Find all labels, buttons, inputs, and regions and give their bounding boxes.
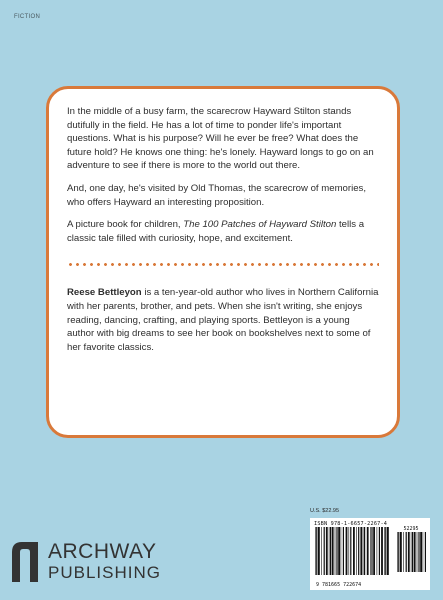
barcode-bar <box>371 527 372 575</box>
author-bio <box>67 286 379 354</box>
barcode-bar <box>364 527 365 575</box>
ean-barcode <box>314 527 390 581</box>
barcode-bar <box>379 527 380 575</box>
genre-label: FICTION <box>14 14 41 20</box>
barcode-bar <box>414 532 416 572</box>
blurb-paragraph-1: In the middle of a busy farm, the scarecrow Hayward Stilton stands dutifully in the field. He has a lot of time to ponder life's important questions. What is his purpose? Will he ever be free? What does the future hold? He knows one thing: he's lonely. Hayward longs to go on an adventure to see if there is more to the world out there. <box>67 106 374 172</box>
barcode-bar <box>411 532 412 572</box>
barcode-bar <box>377 527 378 575</box>
dotted-divider <box>67 263 379 266</box>
barcode-bar <box>326 527 328 575</box>
barcode-bar <box>324 527 325 575</box>
publisher-logo <box>10 540 161 582</box>
barcode-bar <box>358 527 359 575</box>
barcode-bar <box>400 532 402 572</box>
blurb-paragraph-2: And, one day, he's visited by Old Thomas, the scarecrow of memories, who offers Hayward an interesting proposition. <box>67 182 367 208</box>
barcode-bar <box>343 527 344 575</box>
barcode-bar <box>316 527 317 575</box>
barcode-bar <box>360 527 362 575</box>
barcode-bar <box>353 527 355 575</box>
publisher-name-line1: ARCHWAY <box>48 540 157 563</box>
blurb-p3-before: A picture book for children, <box>67 219 184 231</box>
barcode-bar <box>406 532 407 572</box>
price-label: U.S. $22.95 <box>310 508 340 514</box>
barcode-bar <box>420 532 422 572</box>
barcode-area <box>310 508 430 590</box>
barcode-bar <box>341 527 342 575</box>
barcode-bar <box>384 527 385 575</box>
blurb-p3-after: tells a classic tale filled with curiosity, hope, and excitement. <box>67 219 365 244</box>
barcode-bar <box>346 527 348 575</box>
blurb-card <box>46 86 400 438</box>
barcode-bar <box>373 527 375 575</box>
barcode-bar <box>335 527 336 575</box>
barcode-bar <box>367 527 369 575</box>
barcode-bar <box>336 527 337 575</box>
barcode-bar <box>408 532 410 572</box>
book-title: The 100 Patches of Hayward Stilton <box>183 219 337 231</box>
blurb-paragraph-3 <box>67 218 379 245</box>
barcode-bar <box>356 527 357 575</box>
author-name: Reese Bettleyon <box>67 287 142 299</box>
barcode-bar <box>315 527 316 575</box>
ean-digits: 9 781665 722674 <box>316 582 362 588</box>
addon-barcode <box>396 532 426 576</box>
barcode-bar <box>418 532 419 572</box>
barcode-bar <box>423 532 424 572</box>
barcode-bar <box>330 527 331 575</box>
barcode-bar <box>349 527 350 575</box>
barcode-bar <box>385 527 386 575</box>
barcode-bar <box>318 527 320 575</box>
barcode-bar <box>412 532 413 572</box>
addon-code: 52295 <box>403 526 419 532</box>
barcode-bar <box>397 532 398 572</box>
barcode-bar <box>403 532 404 572</box>
barcode-bar <box>350 527 351 575</box>
barcode-bar <box>338 527 340 575</box>
author-bio-text: is a ten-year-old author who lives in Northern California with her parents, brother, and pets. When she isn't writing, she enjoys reading, dancing, crafting, and playing sports. Bettleyon is a young author with big dreams to see her book on bookshelves next to some of her favorite classics. <box>67 287 379 353</box>
barcode-box <box>310 518 430 590</box>
barcode-bar <box>370 527 371 575</box>
publisher-name-line2: PUBLISHING <box>48 563 161 582</box>
barcode-bar <box>329 527 330 575</box>
barcode-bar <box>425 532 426 572</box>
barcode-bar <box>363 527 364 575</box>
barcode-bar <box>332 527 334 575</box>
archway-icon <box>10 540 40 582</box>
barcode-bar <box>387 527 389 575</box>
barcode-bar <box>398 532 399 572</box>
barcode-bar <box>381 527 383 575</box>
barcode-bar <box>321 527 322 575</box>
barcode-bar <box>417 532 418 572</box>
isbn-text: ISBN 978-1-6657-2267-4 <box>314 521 388 527</box>
